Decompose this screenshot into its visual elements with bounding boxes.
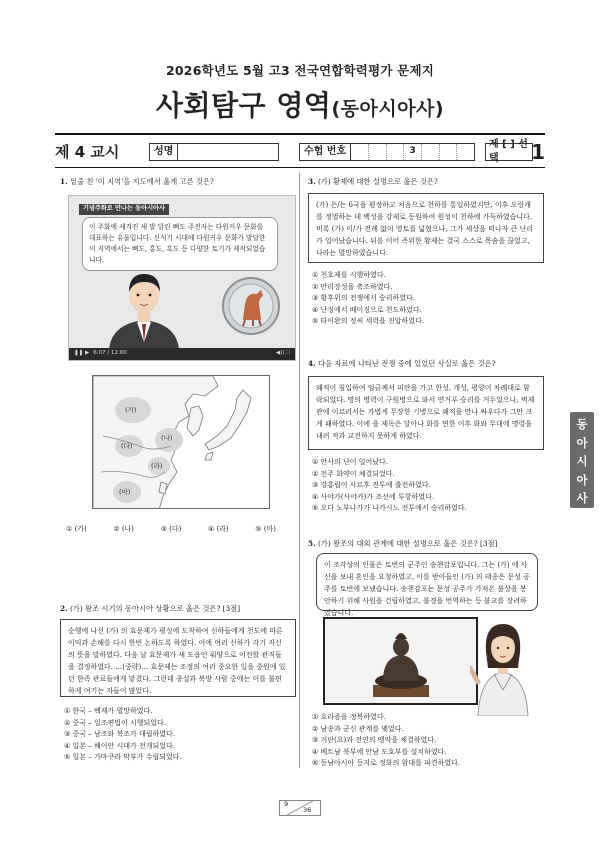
presenter-illustration (99, 262, 189, 350)
choice-5[interactable]: ⑤ 동남아시아 등지로 정화의 함대를 파견하였다. (312, 759, 461, 768)
statue-illustration (325, 619, 476, 703)
q3-stem-text: (가) 황제에 대한 설명으로 옳은 것은? (317, 177, 438, 186)
coin-illustration (221, 276, 281, 336)
name-label: 성명 (150, 144, 178, 160)
choice-1[interactable]: ① 안사의 난이 일어났다. (312, 458, 389, 466)
choice-4[interactable]: ④ 일본 – 헤이안 시대가 전개되었다. (64, 741, 176, 750)
q3-number: 3. (308, 177, 316, 186)
choice-1[interactable]: ① (가) (66, 525, 87, 533)
pause-icon[interactable]: ❚❚ ▶ (74, 350, 90, 357)
number-cell: 3 (404, 144, 422, 160)
q5-speech-bubble: 이 조각상의 인물은 토번의 군주인 송첸감포입니다. 그는 (가) 에 사신을 보내 혼인을 요청하였고, 이를 받아들인 (가) 의 태종은 문성 공주를 토번에 보냈습니다. 송첸감포는 문성 공주가 가져온 불상을 봉안하기 위해 사원을 건립하였고, 불경을 번역하는 등 불교를 장려하였습니다. (316, 553, 538, 611)
map-label-a: (가) (125, 406, 137, 414)
choice-1[interactable]: ① 천호제를 시행하였다. (312, 271, 386, 279)
side-tab-char: 동 (576, 417, 588, 431)
q5-stem-text: (가) 왕조의 대외 관계에 대한 설명으로 옳은 것은? [3점] (317, 539, 498, 548)
choice-box[interactable] (485, 138, 533, 164)
q2-choices (64, 706, 294, 764)
info-bar (55, 138, 545, 164)
q1-stem-text: 밑줄 친 '이 지역'을 지도에서 옳게 고른 것은? (69, 177, 214, 186)
side-tab-char: 아 (576, 472, 588, 487)
subject-side-tab (570, 412, 594, 508)
statue-screen (323, 617, 478, 705)
info-rule (55, 167, 545, 168)
side-tab-char: 시 (576, 454, 588, 468)
q2-source-box: 순행에 나선 (가) 의 효문제가 평성에 도착하여 신하들에게 천도에 따른 이익과 손해를 다시 한번 논하도록 하였다. 이에 여러 신하가 각기 자신의 뜻을 말하였다. 다음 날 효문제가 새 도읍인 뤄양으로 이전할 관직들을 결정하였다. …(중략)… 효문제는 조정의 여러 중요한 일을 중원에 있던 한족 관료들에게 맡겼다. 그런데 종실과 북방 사람 중에는 이를 불편하게 여기는 자들이 많았다. (60, 619, 296, 697)
q1-speech-bubble: 이 주화에 새겨진 새 발 달린 뼈도 주전자는 다원커우 문화를 대표하는 유물입니다. 신석기 시대에 다원커우 문화가 발달한 이 지역에서는 뼈도, 홍도, 흑도 등 다양한 토기가 제작되었습니다. (82, 217, 278, 271)
choice-2[interactable]: ② (나) (113, 525, 135, 533)
volume-icon[interactable]: ◀)) ⛶ (275, 350, 290, 357)
map-label-e: (마) (119, 488, 131, 496)
east-asia-map (92, 375, 270, 509)
choice-5[interactable]: ⑤ 오다 노부나가가 나가시노 전투에서 승리하였다. (312, 504, 467, 513)
choice-3[interactable]: ③ 황후위의 전쟁에서 승리하였다. (312, 294, 416, 303)
choice-1[interactable]: ① 한국 – 백제가 멸망하였다. (64, 707, 153, 715)
choice-2[interactable]: ② 전주 화약이 체결되었다. (312, 469, 395, 478)
side-tab-char: 아 (576, 435, 588, 450)
q5-number: 5. (308, 539, 316, 548)
q5-stem (308, 539, 544, 550)
choice-3[interactable]: ③ 강홍립이 사르후 전투에 출전하였다. (312, 481, 431, 490)
q4-stem-text: 다음 자료에 나타난 전쟁 중에 있었던 사실로 옳은 것은? (317, 359, 496, 368)
video-label: 기념주화로 만나는 동아시아사 (79, 204, 169, 215)
video-controls[interactable] (69, 348, 295, 360)
map-label-b: (나) (161, 434, 173, 442)
q1-number: 1. (60, 177, 68, 186)
choice-5[interactable]: ⑤ (마) (255, 525, 276, 533)
video-panel (68, 195, 296, 361)
side-tab-char: 사 (576, 491, 588, 505)
choice-5[interactable]: ⑤ 타이완의 정씨 세력을 진압하였다. (312, 317, 425, 326)
choice-3[interactable]: ③ (다) (160, 525, 182, 533)
q1-stem (60, 177, 296, 188)
q3-source-box: (가) 은/는 6국을 평정하고 처음으로 천하를 통일하였지만, 이후 오랑캐를 정벌하는 데 백성을 강제로 동원하여 원성이 천하에 가득하였습니다. 비록 (가) 이/가 전례 없이 영토를 넓혔으나, 그가 세상을 떠나자 큰 난리가 일어났습니다. 뒤를 이어 즉위한 황제는 결국 스스로 목숨을 끊었고, 나라는 멸망하였습니다. (308, 193, 544, 263)
q2-stem (60, 604, 296, 615)
subject-name: (동아시아사) (331, 98, 445, 120)
session-label: 제 4 교시 (55, 143, 120, 161)
subject-title (0, 88, 600, 127)
q4-number: 4. (308, 359, 316, 368)
teacher-illustration (470, 612, 536, 716)
number-cell (387, 144, 405, 160)
choice-label: 제 [ ] 선택 (489, 138, 528, 164)
footer-page: 9 (284, 800, 289, 808)
exam-number-label: 수험 번호 (300, 144, 351, 160)
map-label-c: (다) (121, 442, 133, 450)
q2-number: 2. (60, 604, 68, 613)
exam-number-box[interactable] (299, 143, 475, 161)
number-cell (440, 144, 458, 160)
q4-choices (312, 457, 542, 515)
choice-1[interactable]: ① 호라즘을 정복하였다. (312, 713, 386, 721)
choice-4[interactable]: ④ 사야가(사야카)가 조선에 투항하였다. (312, 492, 435, 501)
map-label-d: (라) (151, 462, 163, 470)
page-footer (279, 800, 321, 816)
column-divider (299, 173, 300, 768)
q2-stem-text: (가) 왕조 시기의 동아시아 상황으로 옳은 것은? [3점] (69, 604, 241, 613)
choice-2[interactable]: ② 남송과 군신 관계를 맺었다. (312, 724, 404, 733)
header-rule (55, 133, 545, 135)
q4-stem (308, 359, 544, 370)
choice-3[interactable]: ③ 거란(요)과 전연의 맹약을 체결하였다. (312, 736, 437, 745)
video-time: 6:07 / 12:00 (93, 350, 127, 357)
footer-total: 36 (303, 806, 312, 814)
choice-3[interactable]: ③ 중국 – 남조와 북조가 대립하였다. (64, 730, 176, 739)
page-number: 1 (531, 140, 545, 164)
q3-choices (312, 270, 542, 328)
number-cell (369, 144, 387, 160)
choice-2[interactable]: ② 만리장성을 축조하였다. (312, 282, 393, 291)
choice-2[interactable]: ② 중국 – 일조편법이 시행되었다. (64, 718, 167, 727)
choice-4[interactable]: ④ 난징에서 베이징으로 천도하였다. (312, 305, 422, 314)
number-cell (422, 144, 440, 160)
choice-4[interactable]: ④ 베트남 북부에 안남 도호부를 설치하였다. (312, 747, 447, 756)
choice-5[interactable]: ⑤ 일본 – 가마쿠라 막부가 수립되었다. (64, 753, 182, 762)
q1-choices (66, 524, 276, 534)
exam-title-line: 2026학년도 5월 고3 전국연합학력평가 문제지 (166, 63, 434, 78)
subject-area: 사회탐구 영역 (155, 89, 332, 122)
number-cell (457, 144, 474, 160)
choice-4[interactable]: ④ (라) (207, 525, 229, 533)
q5-choices (312, 712, 542, 770)
q4-source-box: 왜적이 침입하여 임금께서 피란을 가고 한성, 개성, 평양이 차례대로 함락되었다. 명의 병력이 구원병으로 와서 연거푸 승리를 거두었으나, 벽제관에 이르러서는 가볍게 무장한 기병으로 왜적을 만나 싸우다가 그만 크게 패하였다. 이에 을 제독은 달아나 화를 면한 이후 화와 무대에 명령을 내려 적과 교전하지 못하게 하였다. (308, 376, 544, 450)
number-cell (351, 144, 369, 160)
q3-stem (308, 177, 544, 188)
name-box[interactable] (149, 143, 279, 161)
